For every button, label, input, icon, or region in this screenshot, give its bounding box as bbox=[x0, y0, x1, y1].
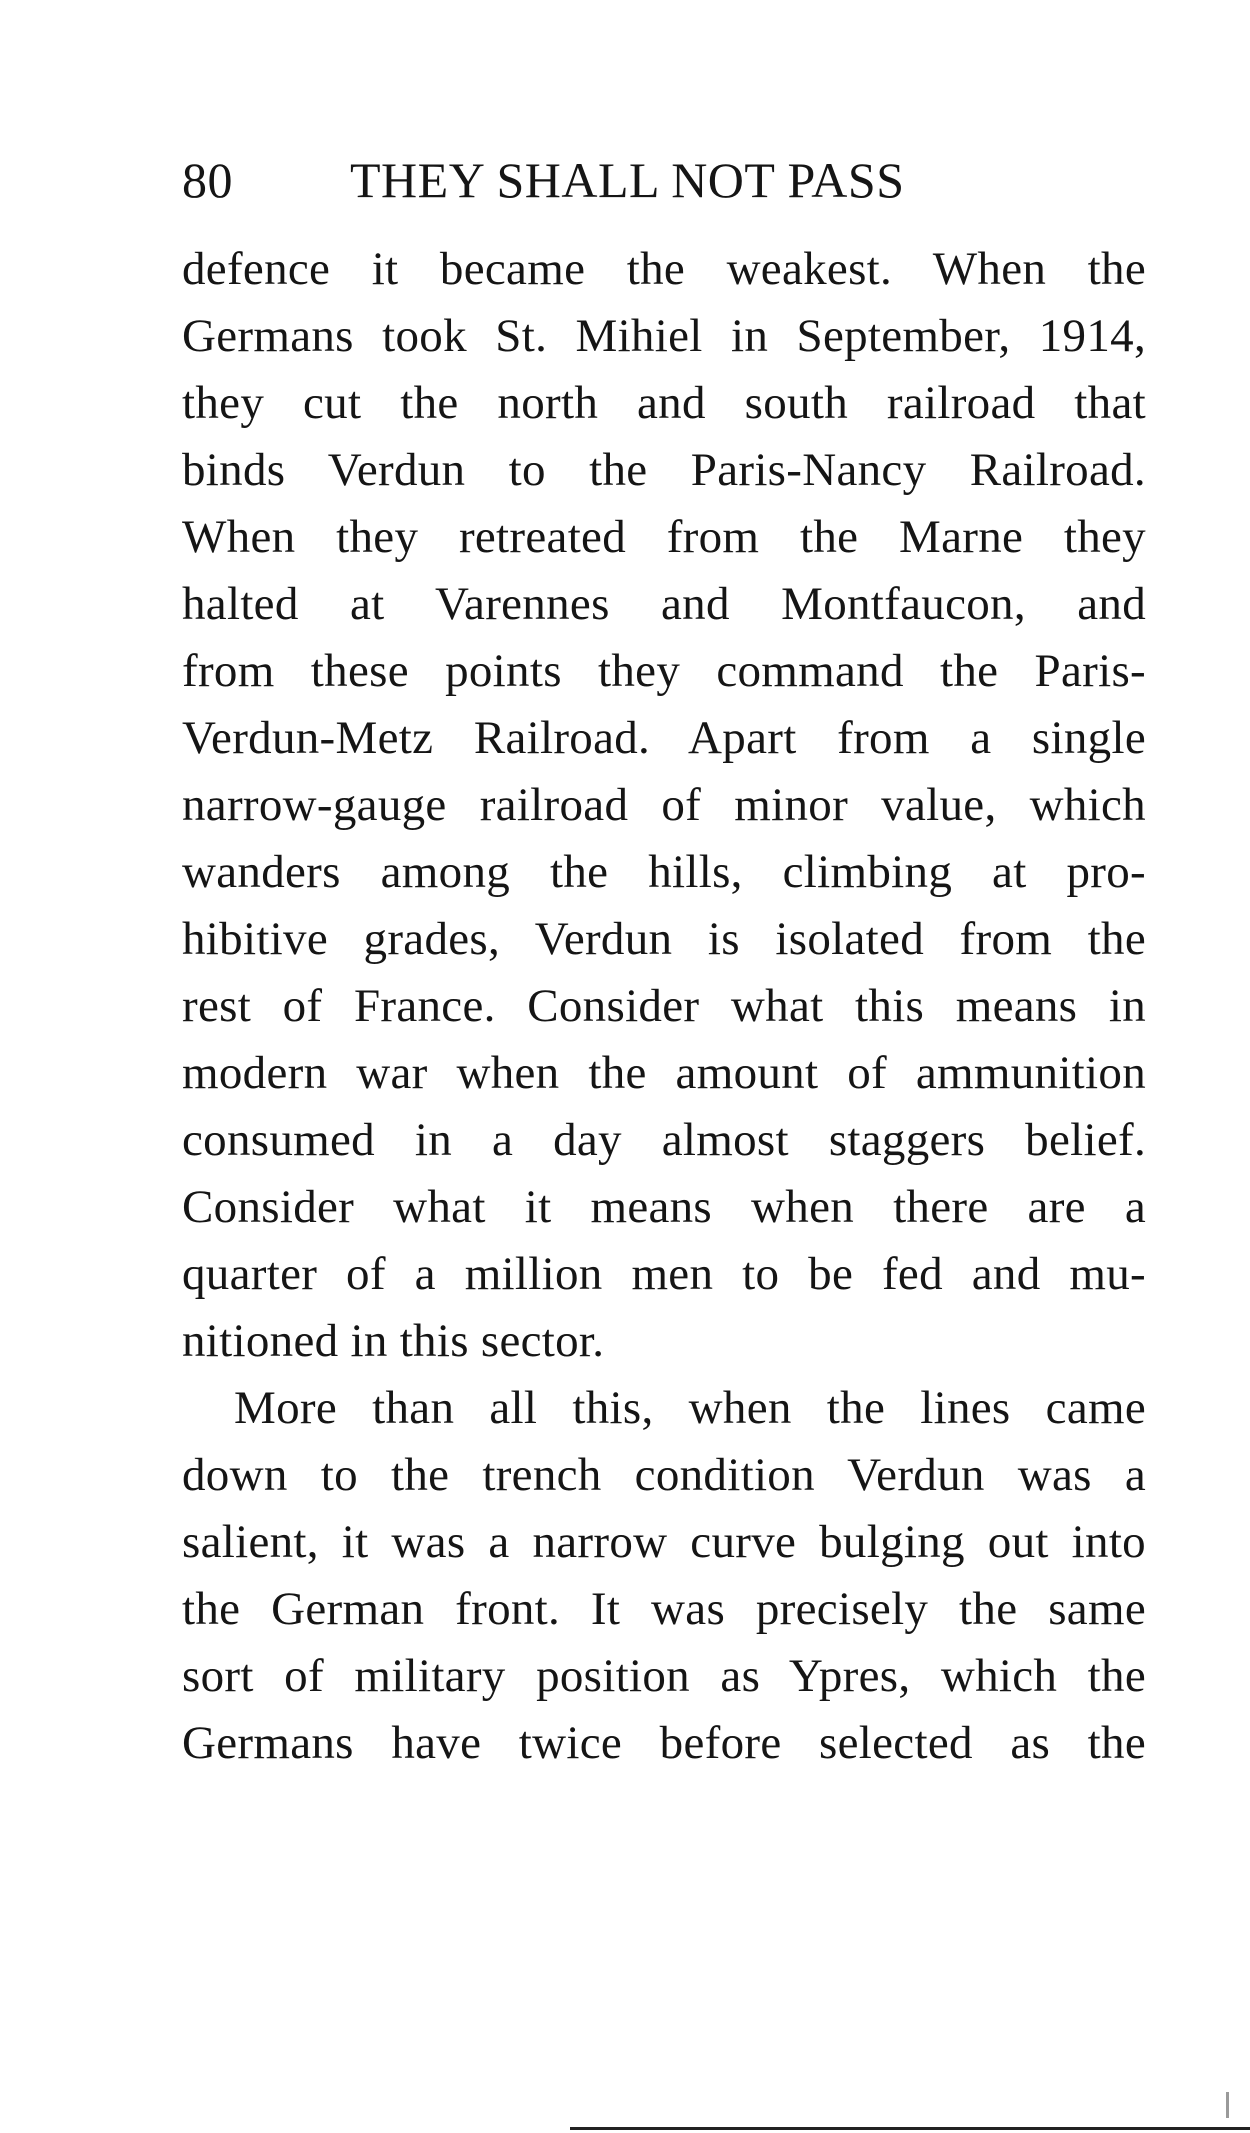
text-line: When they retreated from the Marne they bbox=[182, 511, 1146, 563]
text-line: quarter of a million men to be fed and mu- bbox=[182, 1248, 1146, 1300]
text-line: halted at Varennes and Montfaucon, and bbox=[182, 578, 1146, 630]
text-line: the German front. It was precisely the same bbox=[182, 1583, 1146, 1635]
text-line: salient, it was a narrow curve bulging out into bbox=[182, 1516, 1146, 1568]
text-line: Consider what it means when there are a bbox=[182, 1181, 1146, 1233]
text-line: they cut the north and south railroad that bbox=[182, 377, 1146, 429]
text-line: rest of France. Consider what this means in bbox=[182, 980, 1146, 1032]
page-number: 80 bbox=[182, 152, 233, 208]
body-text bbox=[182, 236, 1146, 1777]
page-header bbox=[182, 150, 1142, 210]
scan-artifact-mark bbox=[1226, 2092, 1229, 2118]
text-line: from these points they command the Paris- bbox=[182, 645, 1146, 697]
running-title: THEY SHALL NOT PASS bbox=[350, 152, 905, 208]
text-line: More than all this, when the lines came bbox=[234, 1382, 1146, 1434]
text-line: nitioned in this sector. bbox=[182, 1315, 605, 1367]
text-line: hibitive grades, Verdun is isolated from the bbox=[182, 913, 1146, 965]
page-edge-rule bbox=[570, 2127, 1250, 2130]
text-line: Germans took St. Mihiel in September, 1914, bbox=[182, 310, 1146, 362]
text-line: wanders among the hills, climbing at pro- bbox=[182, 846, 1146, 898]
paragraph-1 bbox=[182, 236, 1146, 1375]
text-line: Germans have twice before selected as the bbox=[182, 1717, 1146, 1769]
text-line: sort of military position as Ypres, which the bbox=[182, 1650, 1146, 1702]
text-line: Verdun-Metz Railroad. Apart from a single bbox=[182, 712, 1146, 764]
text-line: consumed in a day almost staggers belief. bbox=[182, 1114, 1146, 1166]
text-line: modern war when the amount of ammunition bbox=[182, 1047, 1146, 1099]
text-line: narrow-gauge railroad of minor value, which bbox=[182, 779, 1146, 831]
text-line: defence it became the weakest. When the bbox=[182, 243, 1146, 295]
text-line: binds Verdun to the Paris-Nancy Railroad. bbox=[182, 444, 1146, 496]
text-line: down to the trench condition Verdun was a bbox=[182, 1449, 1146, 1501]
paragraph-2 bbox=[182, 1375, 1146, 1777]
